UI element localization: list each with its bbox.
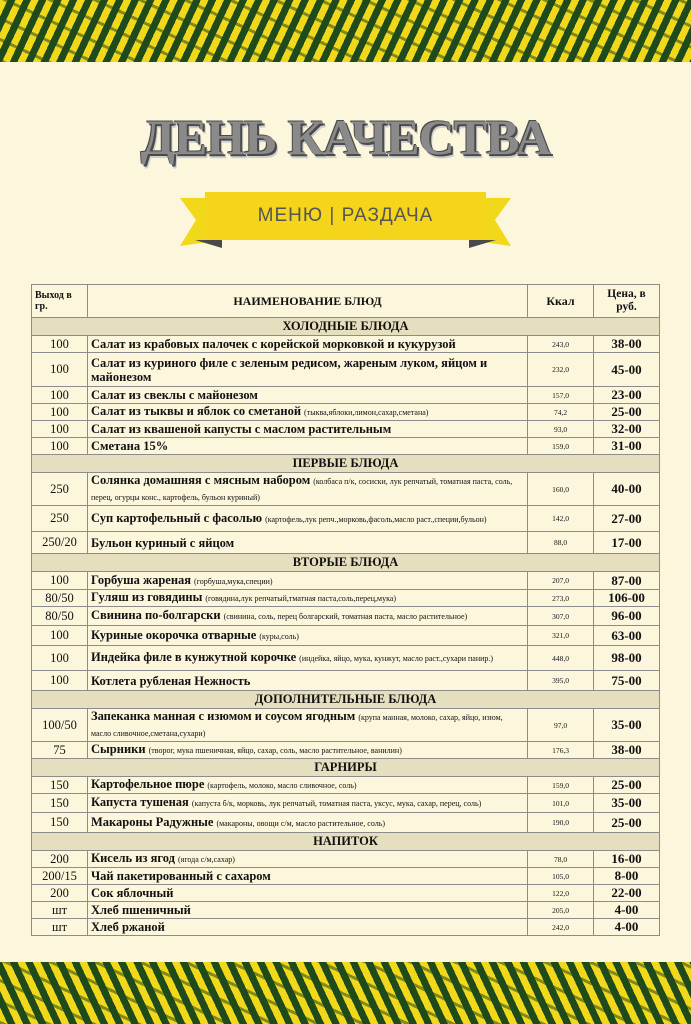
dish-name: Кисель из ягод: [91, 851, 175, 865]
dish-row: [32, 851, 660, 868]
section-title: ДОПОЛНИТЕЛЬНЫЕ БЛЮДА: [32, 691, 660, 709]
dish-name: Сметана 15%: [91, 439, 169, 453]
section-header-row: [32, 455, 660, 473]
dish-row: [32, 404, 660, 421]
dish-row: [32, 868, 660, 885]
dish-output: 100: [32, 626, 88, 646]
dish-kcal: 448,0: [528, 646, 594, 671]
dish-row: [32, 794, 660, 813]
dish-output: 200: [32, 851, 88, 868]
dish-cell: [88, 387, 528, 404]
dish-output: шт: [32, 902, 88, 919]
dish-row: [32, 353, 660, 387]
dish-cell: [88, 742, 528, 759]
dish-price: 17-00: [594, 532, 660, 554]
dish-kcal: 273,0: [528, 590, 594, 607]
dish-cell: [88, 794, 528, 813]
dish-kcal: 207,0: [528, 572, 594, 590]
dish-output: 80/50: [32, 607, 88, 626]
dish-price: 31-00: [594, 438, 660, 455]
dish-name: Куриные окорочка отварные: [91, 627, 257, 642]
dish-price: 98-00: [594, 646, 660, 671]
dish-composition: (картофель,лук репч.,морковь,фасоль,масло раст.,специи,бульон): [265, 514, 487, 524]
section-header-row: [32, 691, 660, 709]
dish-kcal: 242,0: [528, 919, 594, 936]
dish-cell: [88, 421, 528, 438]
dish-output: 100: [32, 353, 88, 387]
dish-row: [32, 421, 660, 438]
dish-cell: [88, 777, 528, 794]
dish-kcal: 78,0: [528, 851, 594, 868]
dish-price: 35-00: [594, 709, 660, 742]
dish-output: 100: [32, 336, 88, 353]
dish-row: [32, 473, 660, 506]
dish-price: 106-00: [594, 590, 660, 607]
header-output: Выход в гр.: [32, 285, 88, 318]
dish-kcal: 307,0: [528, 607, 594, 626]
dish-composition: (индейка, яйцо, мука, кунжут, масло раст.,сухари панир.): [299, 654, 494, 663]
dish-name: Котлета рубленая Нежность: [91, 673, 251, 688]
dish-cell: [88, 590, 528, 607]
dish-kcal: 243,0: [528, 336, 594, 353]
dish-output: 150: [32, 813, 88, 833]
dish-name: Картофельное пюре: [91, 777, 205, 791]
dish-price: 35-00: [594, 794, 660, 813]
dish-cell: [88, 572, 528, 590]
dish-row: [32, 742, 660, 759]
dish-composition: (ягода с/м,сахар): [177, 855, 235, 864]
dish-price: 25-00: [594, 813, 660, 833]
dish-row: [32, 532, 660, 554]
dish-output: 200/15: [32, 868, 88, 885]
dish-composition: (картофель, молоко, масло сливочное, соль): [207, 781, 357, 790]
header-kcal: Ккал: [528, 285, 594, 318]
section-title: ВТОРЫЕ БЛЮДА: [32, 554, 660, 572]
dish-name: Салат из тыквы и яблок со сметаной: [91, 404, 302, 418]
dish-price: 45-00: [594, 353, 660, 387]
dish-cell: [88, 885, 528, 902]
section-header-row: [32, 554, 660, 572]
dish-output: 75: [32, 742, 88, 759]
dish-kcal: 321,0: [528, 626, 594, 646]
dish-name: Хлеб пшеничный: [91, 903, 191, 917]
dish-kcal: 160,0: [528, 473, 594, 506]
dish-row: [32, 626, 660, 646]
dish-cell: [88, 336, 528, 353]
dish-composition: (тыква,яблоки,лимон,сахар,сметана): [304, 408, 429, 417]
dish-cell: [88, 473, 528, 506]
dish-cell: [88, 813, 528, 833]
dish-kcal: 142,0: [528, 506, 594, 532]
dish-output: 80/50: [32, 590, 88, 607]
dish-row: [32, 590, 660, 607]
dish-price: 22-00: [594, 885, 660, 902]
dish-name: Свинина по-болгарски: [91, 608, 221, 622]
dish-output: 100: [32, 671, 88, 691]
dish-cell: [88, 353, 528, 387]
dish-output: 100: [32, 438, 88, 455]
dish-name: Салат из свеклы с майонезом: [91, 388, 258, 402]
dish-composition: (макароны, овощи с/м, масло растительное, соль): [216, 818, 386, 828]
dish-output: 100: [32, 572, 88, 590]
dish-cell: [88, 646, 528, 671]
dish-price: 4-00: [594, 919, 660, 936]
dish-cell: [88, 851, 528, 868]
dish-row: [32, 777, 660, 794]
dish-composition: (творог, мука пшеничная, яйцо, сахар, соль, масло растительное, ванилин): [148, 746, 402, 755]
dish-kcal: 232,0: [528, 353, 594, 387]
dish-output: 100: [32, 646, 88, 671]
dish-kcal: 176,3: [528, 742, 594, 759]
dish-name: Суп картофельный с фасолью: [91, 510, 263, 525]
dish-row: [32, 709, 660, 742]
section-header-row: [32, 318, 660, 336]
dish-row: [32, 671, 660, 691]
page-title: ДЕНЬ КАЧЕСТВА: [140, 109, 551, 165]
dish-cell: [88, 671, 528, 691]
dish-price: 75-00: [594, 671, 660, 691]
dish-cell: [88, 506, 528, 532]
dish-name: Сырники: [91, 742, 146, 756]
dish-name: Салат из квашеной капусты с маслом растительным: [91, 422, 392, 436]
dish-composition: (капуста б/к, морковь, лук репчатый, томатная паста, уксус, мука, сахар, перец, соль): [191, 799, 482, 808]
section-header-row: [32, 833, 660, 851]
dish-name: Запеканка манная с изюмом и соусом ягодным: [91, 709, 356, 723]
dish-output: шт: [32, 919, 88, 936]
dish-composition: (горбуша,мука,специи): [194, 576, 273, 586]
dish-price: 23-00: [594, 387, 660, 404]
dish-cell: [88, 868, 528, 885]
section-title: ПЕРВЫЕ БЛЮДА: [32, 455, 660, 473]
dish-row: [32, 813, 660, 833]
dish-price: 4-00: [594, 902, 660, 919]
section-title: НАПИТОК: [32, 833, 660, 851]
dish-kcal: 190,0: [528, 813, 594, 833]
dish-row: [32, 902, 660, 919]
dish-kcal: 159,0: [528, 438, 594, 455]
dish-composition: (крупа манная, молоко, сахар, яйцо, изюм, масло сливочное,сметана,сухари): [91, 713, 503, 738]
dish-name: Чай пакетированный с сахаром: [91, 869, 271, 883]
dish-price: 8-00: [594, 868, 660, 885]
top-decorative-band: [0, 0, 691, 62]
dish-price: 27-00: [594, 506, 660, 532]
dish-kcal: 101,0: [528, 794, 594, 813]
dish-kcal: 205,0: [528, 902, 594, 919]
dish-output: 150: [32, 794, 88, 813]
dish-name: Горбуша жареная: [91, 572, 192, 587]
dish-name: Капуста тушеная: [91, 795, 189, 809]
menu-table: [31, 284, 660, 936]
dish-cell: [88, 902, 528, 919]
dish-cell: [88, 919, 528, 936]
dish-price: 38-00: [594, 336, 660, 353]
dish-price: 63-00: [594, 626, 660, 646]
dish-kcal: 157,0: [528, 387, 594, 404]
dish-output: 150: [32, 777, 88, 794]
dish-kcal: 105,0: [528, 868, 594, 885]
dish-cell: [88, 438, 528, 455]
dish-price: 25-00: [594, 777, 660, 794]
dish-output: 250: [32, 473, 88, 506]
dish-cell: [88, 626, 528, 646]
bottom-decorative-band: [0, 962, 691, 1024]
dish-kcal: 159,0: [528, 777, 594, 794]
dish-row: [32, 506, 660, 532]
dish-row: [32, 885, 660, 902]
section-title: ГАРНИРЫ: [32, 759, 660, 777]
dish-name: Салат из крабовых палочек с корейской морковкой и кукурузой: [91, 337, 456, 351]
dish-price: 25-00: [594, 404, 660, 421]
dish-row: [32, 387, 660, 404]
dish-kcal: 93,0: [528, 421, 594, 438]
dish-name: Гуляш из говядины: [91, 590, 203, 604]
dish-cell: [88, 532, 528, 554]
dish-price: 87-00: [594, 572, 660, 590]
dish-composition: (куры,соль): [259, 631, 299, 641]
dish-output: 100: [32, 421, 88, 438]
dish-output: 250: [32, 506, 88, 532]
dish-cell: [88, 607, 528, 626]
header-price: Цена, в руб.: [594, 285, 660, 318]
dish-composition: (говядина,лук репчатый,тматная паста,соль,перец,мука): [205, 594, 397, 603]
dish-price: 96-00: [594, 607, 660, 626]
dish-output: 200: [32, 885, 88, 902]
ribbon-subtitle: МЕНЮ | РАЗДАЧА: [257, 205, 434, 226]
dish-kcal: 88,0: [528, 532, 594, 554]
dish-output: 100: [32, 387, 88, 404]
dish-composition: (колбаса п/к, сосиски, лук репчатый, томатная паста, соль, перец, огурцы конс., картофель, бульон куриный): [91, 477, 513, 502]
dish-name: Хлеб ржаной: [91, 920, 165, 934]
dish-output: 250/20: [32, 532, 88, 554]
dish-name: Бульон куриный с яйцом: [91, 535, 235, 550]
dish-kcal: 122,0: [528, 885, 594, 902]
section-header-row: [32, 759, 660, 777]
dish-row: [32, 607, 660, 626]
dish-row: [32, 438, 660, 455]
dish-kcal: 97,0: [528, 709, 594, 742]
dish-name: Сок яблочный: [91, 886, 174, 900]
dish-row: [32, 646, 660, 671]
dish-price: 38-00: [594, 742, 660, 759]
dish-row: [32, 572, 660, 590]
dish-cell: [88, 709, 528, 742]
dish-kcal: 74,2: [528, 404, 594, 421]
dish-name: Солянка домашняя с мясным набором: [91, 473, 311, 487]
dish-name: Индейка филе в кунжутной корочке: [91, 650, 297, 664]
dish-composition: (свинина, соль, перец болгарский, томатная паста, масло растительное): [223, 612, 468, 621]
dish-price: 16-00: [594, 851, 660, 868]
dish-row: [32, 919, 660, 936]
header-name: НАИМЕНОВАНИЕ БЛЮД: [88, 285, 528, 318]
dish-price: 40-00: [594, 473, 660, 506]
dish-kcal: 395,0: [528, 671, 594, 691]
dish-row: [32, 336, 660, 353]
dish-output: 100/50: [32, 709, 88, 742]
dish-name: Салат из куриного филе с зеленым редисом, жареным луком, яйцом и майонезом: [91, 355, 488, 384]
dish-name: Макароны Радужные: [91, 814, 214, 829]
dish-price: 32-00: [594, 421, 660, 438]
dish-cell: [88, 404, 528, 421]
dish-output: 100: [32, 404, 88, 421]
section-title: ХОЛОДНЫЕ БЛЮДА: [32, 318, 660, 336]
